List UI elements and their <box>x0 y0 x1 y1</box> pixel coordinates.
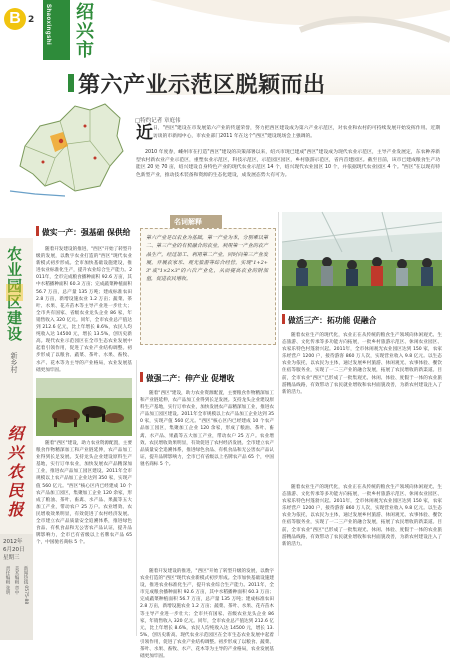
section2-body: 随着"西区"建设，助力农业资源配置，主要粮食作物精深加工和产业链延伸，农产品加工业得到长足发展。支持龙头企业建设原料生产基地，实行订单农业，加快发展农产品精深加工业，推进农产品加工园区建设。2011年全市规模以上农产品加工企业达到 350 家，实现产值 560 亿元。"西区"核心区内已经建成 10 个农产品加工园区，集聚加工企业 120 余家，形成了粮油、茶叶、畜禽、水产品、果蔬等五大加工产业，带动农户 25 万户。农业增效、农民增收效果明显，有效促进了农村经济发展。全市建立农产品质量安全追溯体系，推进绿色食品、有机食品和无公害农产品认证，提升品牌影响力，全市已有省级以上名牌农产品 65 个，中国驰名商标 5 个。 <box>140 391 274 467</box>
section3-title: 做活三产：拓功能 促融合 <box>288 316 377 325</box>
byline: □特约记者 章庭伟 <box>135 118 181 124</box>
badge-letter: B <box>9 10 21 27</box>
column-sub: 新乡村 <box>10 352 18 373</box>
section2-title: 做强二产：伸产业 促增收 <box>146 374 235 383</box>
city-label-block <box>43 0 70 60</box>
cattle-photo <box>36 378 132 436</box>
map-svg <box>5 96 129 200</box>
notes-text: 第六产业是以农业为基础，第一产业为本，分别乘以第二、第三产业的有机融合的农业，利用第一产业的农产品生产，经过加工、利用第二产业，同时向第三产业发展，开展农家乐、观光旅游等综合经营，实现"1+2+3"或"1×2×3"的六次产业化，从而提高农业的附加值，促进农民增收。 <box>146 235 268 283</box>
greenhouse-photo <box>282 212 442 310</box>
city-label: 绍兴市 <box>73 2 94 59</box>
notes-title: 名词解释 <box>174 218 202 226</box>
section3-body: 随着农业生产的现代化，农业正在从传统的粮食生产领域向休闲观光、生态旅游、文化传承等多功能方向拓展，一批乡村旅游示范区、休闲农业园区、农家乐特色村蓬勃兴起。2011年，全市休闲观光农业园区达到 150 家，农家乐经营户 1200 户，接待游客 860 万人次，实现营业收入 9.8 亿元。以生态农业为依托，以农民为主体，通过发展乡村旅游、休闲观光、农事体验、餐饮住宿等服务业，实现了一二三产业的融合发展，拓展了农民增收的新渠道。目前，全市农业"西区"已形成了一批集观光、休闲、体验、度假于一体的农业旅游精品线路，有效带动了农民就业增收和农村面貌改善，为新农村建设注入了新的活力。 <box>282 333 442 395</box>
section1-body: 随着开发建设的推进，"西区"开始了转型升级的发展，以数字农业打造的"西区"现代农业新模式初步形成。全市加快基础设施建设，推进农业标准化生产，提升农业综合生产能力。2011年，全市完成粮食播种面积 92.6 万亩，其中水稻播种面积 60.3 万亩；完成蔬菜种植面积 56.7 万亩，总产量 135 万吨；建成标准农田 2.8 万亩，新增设施农业 1.2 万亩；蔬菜、茶叶、水果、花卉苗木等主导产业进一步壮大；全市共有国家、省级农业龙头企业 86 家，年销售收入 320 亿元。同年，全市农业总产值达到 212.6 亿元，比上年增长 8.6%，农民人均纯收入达 14500 元，增长 13.5%，创历史新高。现代农业示范园区在全市生态农业发展中起着引领作用，促进了农业产业结构调整。初步形成了以粮食、蔬菜、茶叶、水果、畜牧、水产、花木等为主导的产业格局，农业发展基础更加牢固。 <box>36 247 132 373</box>
column-highlight <box>6 284 23 301</box>
section1-continued-text: 随着"西区"建设，助力农业资源配置，主要粮食作物精深加工和产业链延伸，农产品加工业得到长足发展。支持龙头企业建设原料生产基地，实行订单农业，加快发展农产品精深加工业，推进农产品加工园区建设。2011年全市规模以上农产品加工企业达到 350 家，实现产值 560 亿元。"西区"核心区内已经建成 10 个农产品加工园区，集聚加工企业 120 余家，形成了粮油、茶叶、畜禽、水产品、果蔬等五大加工产业，带动农户 25 万户。农业增效、农民增收效果明显，有效促进了农村经济发展。全市建立农产品质量安全追溯体系，推进绿色食品、有机食品和无公害农产品认证，提升品牌影响力，全市已有省级以上名牌农产品 65 个，中国驰名商标 5 个。 <box>36 441 132 546</box>
column-divider <box>136 360 137 636</box>
headline-bar <box>68 74 74 92</box>
issue-hotline: 新闻热线 0575-88 <box>23 566 28 605</box>
issue-editor: 责任编辑 张明 <box>5 566 10 595</box>
section-badge <box>4 8 26 30</box>
column-divider-2 <box>278 212 279 636</box>
section1-title-bar <box>36 226 39 236</box>
headline: 第六产业示范区脱颖而出 <box>78 73 326 98</box>
lead-paragraph: 日，"西区"建设在市发展第六产业的传递荣誉，努力把西区建设成为第六产业示范区，对农业和农村的可持续发展开始发挥作用。近期访谈的市新闻中心，市农业部门2011 年在这个"西区"建设现场会上强调的。 <box>153 126 440 139</box>
section3-title-bar <box>282 314 285 324</box>
section1-body-continued <box>36 440 132 610</box>
section1-title: 做实一产：强基础 保供给 <box>42 228 131 237</box>
city-pinyin: Shaoxingshi <box>45 4 51 46</box>
column-name: 农业园区建设 <box>5 246 23 342</box>
section2-body-continued: 随着开发建设的推进，"西区"开始了转型升级的发展，以数字农业打造的"西区"现代农业新模式初步形成。全市加快基础设施建设，推进农业标准化生产，提升农业综合生产能力。2011年，全市完成粮食播种面积 92.6 万亩，其中水稻播种面积 60.3 万亩；完成蔬菜种植面积 56.7 万亩，总产量 135 万吨；建成标准农田 2.8 万亩，新增设施农业 1.2 万亩；蔬菜、茶叶、水果、花卉苗木等主导产业进一步壮大；全市共有国家、省级农业龙头企业 86 家，年销售收入 320 亿元。同年，全市农业总产值达到 212.6 亿元，比上年增长 8.6%，农民人均纯收入达 14500 元，增长 13.5%，创历史新高。现代农业示范园区在全市生态农业发展中起着引领作用，促进了农业产业结构调整。初步形成了以粮食、蔬菜、茶叶、水果、畜牧、水产、花木等为主导的产业格局，农业发展基础更加牢固。 <box>140 569 274 660</box>
issue-designer: 美术编辑 章中 <box>14 566 19 595</box>
section2-title-bar <box>140 372 143 382</box>
lead-drop-cap: 近 <box>136 123 153 143</box>
lead-paragraph-2: 2010 年度春，嵊州市在打造"西区"建设的决策部署以来，绍兴市现已建成"西区"建设成为现代农业示范区，主导产业发展定，东农种养新型农村新农业产业示范区，重塑农业示范区，科技示范区，示范园区园区，乡村旅游示范区，省内首建园区。截至目前，该市已建成粮食生产功能区 20 处 70 亩，绍兴建设自身特色产业的现代农业示范区 14 个，绍兴现代农业园区 10 个，并依据现代农业园区 4 个。"西区"在以现有特色新型产业，推动技术装备和资源的生态化建设，成发展态势大有可为。 <box>136 150 440 178</box>
issue-year: 2012年 <box>3 539 23 545</box>
masthead: 绍兴农民报 <box>5 425 24 520</box>
region-map <box>5 96 129 200</box>
page-number: 2 <box>28 15 35 25</box>
issue-weekday: 星期三 <box>3 555 20 561</box>
issue-date: 6月20日 <box>3 547 25 553</box>
section3-body-continued: 随着农业生产的现代化，农业正在从传统的粮食生产领域向休闲观光、生态旅游、文化传承等多功能方向拓展，一批乡村旅游示范区、休闲农业园区、农家乐特色村蓬勃兴起。2011年，全市休闲观光农业园区达到 150 家，农家乐经营户 1200 户，接待游客 860 万人次，实现营业收入 9.8 亿元。以生态农业为依托，以农民为主体，通过发展乡村旅游、休闲观光、农事体验、餐饮住宿等服务业，实现了一二三产业的融合发展，拓展了农民增收的新渠道。目前，全市农业"西区"已形成了一批集观光、休闲、体验、度假于一体的农业旅游精品线路，有效带动了农民就业增收和农村面貌改善，为新农村建设注入了新的活力。 <box>282 485 442 547</box>
